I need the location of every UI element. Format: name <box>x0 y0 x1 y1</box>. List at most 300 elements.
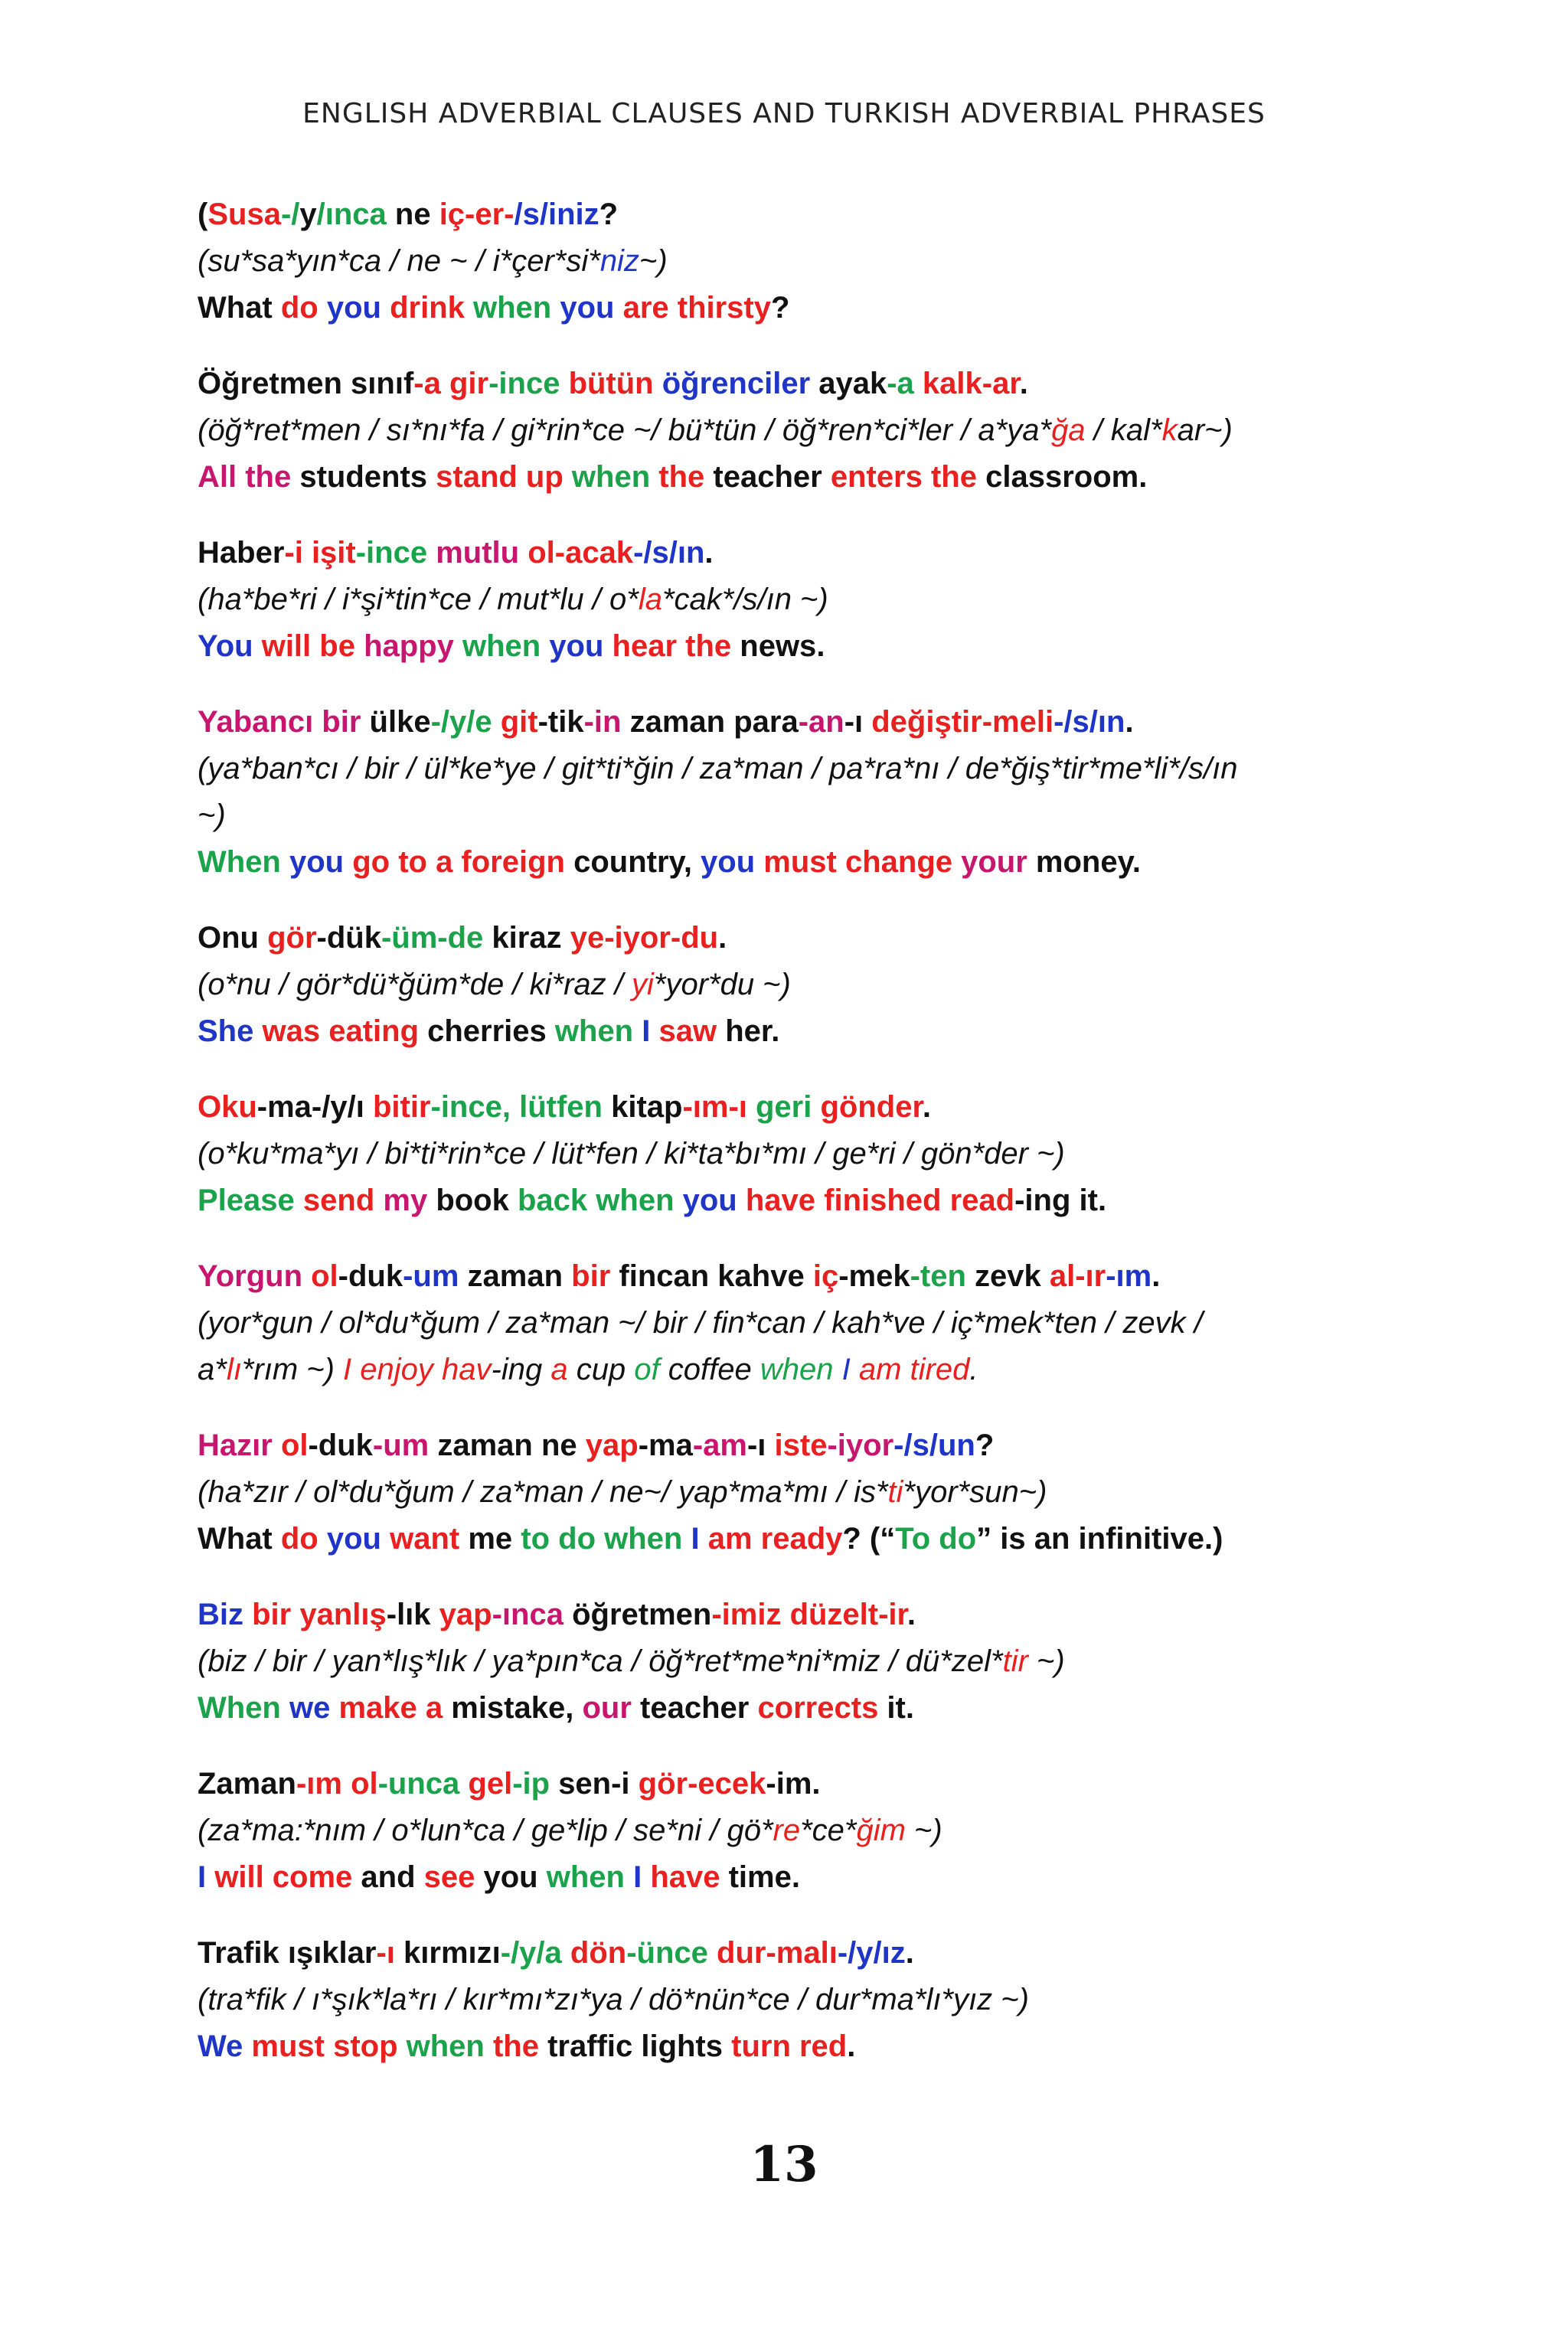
sentence-entry <box>198 1592 1392 1732</box>
pronunciation-continued <box>198 1347 1392 1393</box>
turkish-sentence <box>198 1422 1392 1469</box>
english-sentence <box>198 1177 1392 1224</box>
text-segment: geri <box>755 1090 821 1124</box>
text-segment: ayak <box>818 367 887 400</box>
text-segment: . <box>771 1014 780 1048</box>
text-segment: zaman <box>467 1259 572 1293</box>
text-segment: . <box>1138 460 1148 494</box>
text-segment: What <box>198 291 281 325</box>
text-segment: you <box>289 845 353 879</box>
pronunciation <box>198 962 1392 1008</box>
text-segment: . <box>718 921 727 955</box>
text-segment: my <box>383 1184 436 1217</box>
text-segment: I <box>841 1353 859 1386</box>
text-segment: öğretmen <box>572 1598 712 1631</box>
text-segment: Zaman <box>198 1767 296 1801</box>
text-segment: lütfen <box>519 1090 612 1124</box>
text-segment: ? <box>599 198 619 231</box>
sentence-entry <box>198 1761 1392 1901</box>
text-segment: Haber <box>198 536 285 570</box>
text-segment: -dük <box>316 921 381 955</box>
text-segment: when <box>406 2029 493 2063</box>
text-segment: must stop <box>251 2029 407 2063</box>
text-segment: öğrenciler <box>662 367 819 400</box>
text-segment: happy <box>364 629 462 663</box>
text-segment: (biz / bir / yan*lış*lık / ya*pın*ca / öğ*ret*me*ni*miz / dü*zel* <box>198 1644 1003 1678</box>
sentence-entry <box>198 699 1392 886</box>
text-segment: -ince, <box>430 1090 520 1124</box>
text-segment: ol <box>351 1767 378 1801</box>
text-segment: . <box>1152 1259 1161 1293</box>
text-segment: -ı <box>844 705 872 739</box>
text-segment: mutlu <box>436 536 528 570</box>
text-segment: To do <box>895 1522 977 1556</box>
text-segment: you <box>701 845 764 879</box>
text-segment: kalk-ar <box>922 367 1020 400</box>
text-segment: do <box>280 1522 327 1556</box>
text-segment: -ince <box>355 536 436 570</box>
text-segment: ğim <box>856 1814 906 1847</box>
text-segment: y <box>299 198 317 231</box>
text-segment: you <box>549 629 612 663</box>
text-segment: We <box>198 2029 252 2063</box>
text-segment: gör-ecek <box>638 1767 766 1801</box>
page-number: 13 <box>750 2136 818 2193</box>
text-segment: What <box>198 1522 281 1556</box>
text-segment: hear the <box>612 629 740 663</box>
text-segment: git <box>500 705 538 739</box>
text-segment: drink <box>390 291 473 325</box>
text-segment: (tra*fik / ı*şık*la*rı / kır*mı*zı*ya / dö*nün*ce / dur*ma*lı*yız ~) <box>198 1983 1029 2016</box>
text-segment: . <box>791 1860 800 1894</box>
turkish-sentence <box>198 530 1392 576</box>
text-segment: you <box>560 291 623 325</box>
text-segment: send <box>302 1184 384 1217</box>
pronunciation <box>198 576 1392 623</box>
text-segment: gir <box>449 367 489 400</box>
text-segment: you <box>326 291 390 325</box>
text-segment: (yor*gun / ol*du*ğum / za*man ~/ bir / fin*can / kah*ve / iç*mek*ten / zevk / <box>198 1306 1203 1340</box>
pronunciation <box>198 1131 1392 1177</box>
text-segment: bir <box>571 1259 619 1293</box>
turkish-sentence <box>198 1253 1392 1300</box>
text-segment: -ınca <box>492 1598 573 1631</box>
sentence-entry <box>198 915 1392 1055</box>
text-segment: money <box>1035 845 1132 879</box>
text-segment: teacher <box>713 460 831 494</box>
text-segment: when <box>760 1353 842 1386</box>
text-segment: -ing it <box>1014 1184 1098 1217</box>
text-segment <box>560 367 568 400</box>
text-segment: ~ <box>449 244 468 278</box>
text-segment: cup <box>576 1353 635 1386</box>
pronunciation <box>198 238 1392 285</box>
turkish-sentence <box>198 1592 1392 1638</box>
text-segment: ne <box>386 198 439 231</box>
text-segment: iste <box>774 1429 828 1462</box>
text-segment: -üm-de <box>381 921 492 955</box>
text-segment: *rım ~) <box>241 1353 344 1386</box>
text-segment: bütün <box>568 367 662 400</box>
turkish-sentence <box>198 915 1392 962</box>
text-segment: turn red <box>731 2029 848 2063</box>
text-segment: -imiz <box>711 1598 790 1631</box>
text-segment: bitir <box>372 1090 431 1124</box>
text-segment: kırmızı <box>403 1936 501 1970</box>
pronunciation <box>198 1977 1392 2023</box>
text-segment: when <box>462 629 550 663</box>
turkish-sentence <box>198 361 1392 407</box>
turkish-sentence <box>198 1930 1392 1977</box>
english-sentence <box>198 1516 1392 1562</box>
text-segment: (ya*ban*cı / bir / ül*ke*ye / git*ti*ğin / za*man / pa*ra*nı / de*ğiş*tir*me*li*/s/ın <box>198 752 1238 785</box>
text-segment: do <box>280 291 327 325</box>
sentence-entry <box>198 1084 1392 1224</box>
text-segment: mistake <box>451 1691 566 1725</box>
text-segment: ğa <box>1051 413 1086 447</box>
text-segment: ti <box>887 1475 903 1509</box>
sentence-entry <box>198 530 1392 670</box>
text-segment: country <box>573 845 684 879</box>
text-segment: zaman <box>437 1429 541 1462</box>
text-segment: When <box>198 845 289 879</box>
pronunciation-continued <box>198 792 1392 839</box>
text-segment: (öğ*ret*men / sı*nı*fa / gi*rin*ce ~/ bü*tün / öğ*ren*ci*ler / a*ya* <box>198 413 1052 447</box>
text-segment: ~) <box>905 1814 942 1847</box>
text-segment: (su*sa*yın*ca / ne <box>198 244 450 278</box>
turkish-sentence <box>198 1084 1392 1131</box>
text-segment: a <box>550 1353 577 1386</box>
sentence-list <box>198 191 1392 2099</box>
pronunciation <box>198 746 1392 792</box>
text-segment: . <box>812 1767 821 1801</box>
text-segment: I <box>642 1014 659 1048</box>
text-segment: classroom <box>985 460 1139 494</box>
text-segment: , <box>683 845 701 879</box>
english-sentence <box>198 1685 1392 1732</box>
text-segment: /ınca <box>316 198 387 231</box>
text-segment: I <box>198 1860 215 1894</box>
text-segment: dur-malı <box>717 1936 838 1970</box>
text-segment: kiraz <box>492 921 570 955</box>
text-segment: -im <box>766 1767 812 1801</box>
text-segment: was eating <box>262 1014 428 1048</box>
text-segment: fincan kahve <box>619 1259 813 1293</box>
english-sentence <box>198 454 1392 501</box>
text-segment: teacher <box>640 1691 758 1725</box>
text-segment: *cak*/s/ın ~) <box>662 583 828 616</box>
text-segment: enters the <box>830 460 986 494</box>
text-segment: Hazır <box>198 1429 281 1462</box>
text-segment: ? <box>771 291 790 325</box>
text-segment: time <box>728 1860 792 1894</box>
pronunciation <box>198 1807 1392 1854</box>
text-segment: have finished read <box>745 1184 1015 1217</box>
text-segment: when <box>571 460 659 494</box>
text-segment: must change <box>763 845 962 879</box>
text-segment: k <box>1161 413 1178 447</box>
text-segment: / i*çer*si* <box>467 244 600 278</box>
text-segment: ” is an <box>976 1522 1079 1556</box>
text-segment: coffee <box>668 1353 760 1386</box>
text-segment: iniz <box>547 198 599 231</box>
text-segment: -/s/ın <box>1054 705 1125 739</box>
text-segment: Susa <box>207 198 281 231</box>
text-segment: niz <box>599 244 639 278</box>
text-segment: kitap <box>611 1090 683 1124</box>
text-segment: -ma-/y/ı <box>256 1090 373 1124</box>
text-segment: -ım <box>1106 1259 1152 1293</box>
text-segment: -/y/a <box>500 1936 570 1970</box>
text-segment: ne <box>541 1429 586 1462</box>
text-segment: bir yanlış <box>252 1598 387 1631</box>
text-segment: it <box>887 1691 906 1725</box>
text-segment: *ce* <box>800 1814 857 1847</box>
text-segment: ol <box>280 1429 309 1462</box>
text-segment: ~) <box>639 244 668 278</box>
text-segment: want <box>390 1522 469 1556</box>
english-sentence <box>198 1008 1392 1055</box>
text-segment: işit <box>311 536 356 570</box>
text-segment: see <box>423 1860 484 1894</box>
text-segment: -an <box>798 705 844 739</box>
pronunciation <box>198 407 1392 454</box>
text-segment: la <box>638 583 662 616</box>
text-segment: -/ <box>280 198 300 231</box>
text-segment: . <box>922 1090 931 1124</box>
text-segment: of <box>634 1353 668 1386</box>
text-segment: the <box>658 460 714 494</box>
text-segment: corrects <box>757 1691 887 1725</box>
text-segment: zaman <box>629 705 734 739</box>
text-segment: . <box>1019 367 1028 400</box>
text-segment: gönder <box>820 1090 923 1124</box>
text-segment: Please <box>198 1184 303 1217</box>
text-segment: when <box>554 1014 642 1048</box>
text-segment: Onu <box>198 921 268 955</box>
text-segment: -duk <box>308 1429 373 1462</box>
text-segment: tir <box>1002 1644 1028 1678</box>
text-segment: (ha*be*ri / i*şi*tin*ce / mut*lu / o* <box>198 583 639 616</box>
text-segment: /s/ <box>514 198 548 231</box>
text-segment: iç <box>812 1259 839 1293</box>
text-segment: I <box>691 1522 708 1556</box>
text-segment: Yabancı bir <box>198 705 370 739</box>
text-segment: to do <box>521 1522 605 1556</box>
text-segment: ? (“ <box>842 1522 896 1556</box>
text-segment: . <box>969 1353 978 1386</box>
turkish-sentence <box>198 699 1392 746</box>
text-segment: *yor*du ~) <box>653 968 791 1001</box>
text-segment: -a <box>887 367 923 400</box>
text-segment: değiştir-meli <box>871 705 1054 739</box>
text-segment: , <box>565 1691 583 1725</box>
text-segment: al-ır <box>1049 1259 1106 1293</box>
text-segment: She <box>198 1014 263 1048</box>
text-segment: -duk <box>338 1259 403 1293</box>
text-segment: -unca <box>377 1767 469 1801</box>
text-segment: lı <box>226 1353 242 1386</box>
sentence-entry <box>198 1930 1392 2070</box>
text-segment: *yor*sun~) <box>903 1475 1047 1509</box>
text-segment: you <box>682 1184 746 1217</box>
text-segment: the <box>492 2029 548 2063</box>
text-segment: ol <box>311 1259 338 1293</box>
text-segment: me <box>468 1522 521 1556</box>
text-segment: -iyor <box>827 1429 894 1462</box>
text-segment: students <box>299 460 436 494</box>
text-segment: your <box>961 845 1036 879</box>
text-segment: ~) <box>1027 1644 1065 1678</box>
text-segment: infinitive <box>1078 1522 1204 1556</box>
text-segment: I <box>633 1860 651 1894</box>
text-segment: . <box>906 1598 916 1631</box>
text-segment: ? <box>975 1429 995 1462</box>
text-segment: para <box>733 705 799 739</box>
text-segment: re <box>773 1814 801 1847</box>
text-segment: You <box>198 629 262 663</box>
text-segment: -ı <box>746 1429 775 1462</box>
text-segment: When <box>198 1691 289 1725</box>
text-segment: yap <box>585 1429 639 1462</box>
pronunciation <box>198 1300 1392 1347</box>
text-segment: .) <box>1204 1522 1223 1556</box>
turkish-sentence <box>198 1761 1392 1807</box>
text-segment: -um <box>372 1429 438 1462</box>
text-segment: Oku <box>198 1090 257 1124</box>
text-segment: ol-acak <box>528 536 634 570</box>
text-segment: Yorgun <box>198 1259 312 1293</box>
text-segment: -ip <box>512 1767 559 1801</box>
text-segment: you <box>483 1860 547 1894</box>
text-segment: am tired <box>858 1353 970 1386</box>
text-segment: . <box>1097 1184 1107 1217</box>
text-segment: sen-i <box>558 1767 639 1801</box>
text-segment: a* <box>198 1353 227 1386</box>
text-segment: I enjoy hav <box>343 1353 492 1386</box>
text-segment: -um <box>403 1259 468 1293</box>
text-segment: -tik <box>537 705 584 739</box>
text-segment: / kal* <box>1085 413 1162 447</box>
text-segment: Trafik ışıklar <box>198 1936 377 1970</box>
text-segment: when <box>596 1184 683 1217</box>
text-segment: traffic lights <box>547 2029 732 2063</box>
text-segment: when <box>604 1522 691 1556</box>
text-segment: Biz <box>198 1598 253 1631</box>
turkish-sentence <box>198 191 1392 238</box>
text-segment: book <box>436 1184 518 1217</box>
text-segment: stand up <box>436 460 572 494</box>
text-segment: gör <box>267 921 317 955</box>
text-segment: back <box>517 1184 596 1217</box>
text-segment: . <box>1125 705 1134 739</box>
text-segment: cherries <box>427 1014 555 1048</box>
text-segment: -a <box>413 367 449 400</box>
text-segment: ar~) <box>1177 413 1233 447</box>
text-segment: düzelt-ir <box>789 1598 907 1631</box>
sentence-entry <box>198 1422 1392 1562</box>
text-segment: news <box>740 629 817 663</box>
text-segment: will come <box>214 1860 361 1894</box>
text-segment: gel <box>468 1767 513 1801</box>
text-segment: zevk <box>975 1259 1050 1293</box>
text-segment: a <box>425 1691 452 1725</box>
pronunciation <box>198 1638 1392 1685</box>
pronunciation <box>198 1469 1392 1516</box>
text-segment: are thirsty <box>622 291 771 325</box>
sentence-entry <box>198 191 1392 331</box>
text-segment: ülke <box>369 705 431 739</box>
sentence-entry <box>198 1253 1392 1393</box>
text-segment: and <box>361 1860 424 1894</box>
text-segment: -/s/un <box>893 1429 975 1462</box>
text-segment: -ma <box>638 1429 693 1462</box>
text-segment: have <box>650 1860 729 1894</box>
text-segment: -ım <box>296 1767 351 1801</box>
english-sentence <box>198 285 1392 331</box>
text-segment: go to a foreign <box>352 845 574 879</box>
english-sentence <box>198 2023 1392 2070</box>
text-segment: -ing <box>491 1353 551 1386</box>
text-segment: will be <box>261 629 364 663</box>
text-segment: when <box>546 1860 634 1894</box>
text-segment: ( <box>198 198 208 231</box>
text-segment: -ten <box>910 1259 975 1293</box>
english-sentence <box>198 1854 1392 1901</box>
text-segment: you <box>326 1522 390 1556</box>
text-segment: make <box>338 1691 426 1725</box>
text-segment: yap <box>439 1598 492 1631</box>
text-segment: -ı <box>376 1936 404 1970</box>
text-segment: when <box>473 291 560 325</box>
text-segment: All the <box>198 460 300 494</box>
text-segment: -/y/ız <box>837 1936 906 1970</box>
text-segment: Öğretmen sınıf <box>198 367 414 400</box>
text-segment: iç-er- <box>439 198 514 231</box>
text-segment: -ım-ı <box>682 1090 756 1124</box>
text-segment: . <box>905 1936 914 1970</box>
sentence-entry <box>198 361 1392 501</box>
text-segment: am ready <box>707 1522 843 1556</box>
text-segment: we <box>289 1691 339 1725</box>
text-segment: ~) <box>198 798 226 832</box>
text-segment: . <box>847 2029 856 2063</box>
text-segment: -ince <box>488 367 560 400</box>
english-sentence <box>198 623 1392 670</box>
text-segment: (o*ku*ma*yı / bi*ti*rin*ce / lüt*fen / ki*ta*bı*mı / ge*ri / gön*der ~) <box>198 1137 1065 1171</box>
text-segment: -/y/e <box>430 705 501 739</box>
text-segment: (za*ma:*nım / o*lun*ca / ge*lip / se*ni / gö* <box>198 1814 773 1847</box>
text-segment: -in <box>583 705 630 739</box>
text-segment: ye-iyor-du <box>570 921 719 955</box>
text-segment: dön <box>570 1936 627 1970</box>
text-segment: . <box>704 536 714 570</box>
text-segment: yi <box>631 968 654 1001</box>
text-segment: -am <box>692 1429 747 1462</box>
text-segment: . <box>905 1691 914 1725</box>
text-segment: . <box>1132 845 1142 879</box>
text-segment: (ha*zır / ol*du*ğum / za*man / ne~/ yap*ma*mı / is* <box>198 1475 888 1509</box>
text-segment: (o*nu / gör*dü*ğüm*de / ki*raz / <box>198 968 632 1001</box>
text-segment: -mek <box>838 1259 910 1293</box>
text-segment: . <box>816 629 825 663</box>
text-segment: our <box>582 1691 641 1725</box>
text-segment: -/s/ın <box>633 536 705 570</box>
text-segment: -ünce <box>626 1936 717 1970</box>
page-header: ENGLISH ADVERBIAL CLAUSES AND TURKISH ADVERBIAL PHRASES <box>302 98 1266 129</box>
text-segment: saw <box>658 1014 726 1048</box>
english-sentence <box>198 839 1392 886</box>
